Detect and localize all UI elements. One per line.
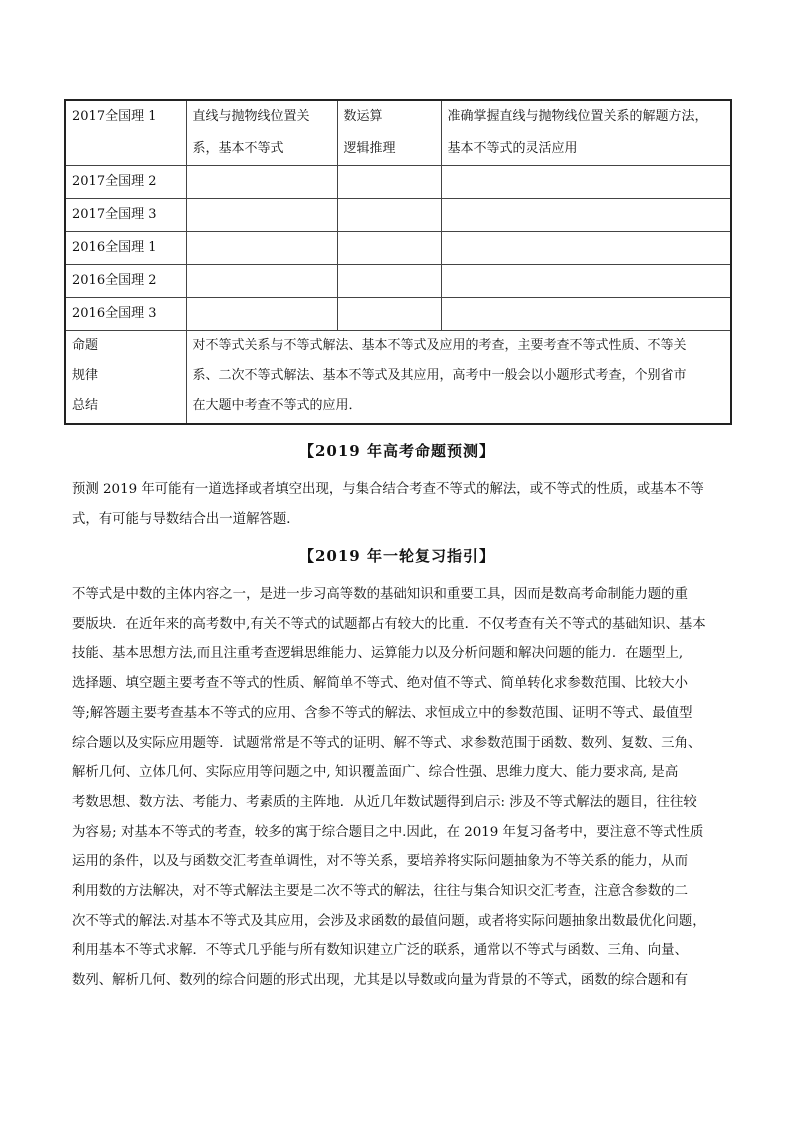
guide-paragraph: 不等式是中数的主体内容之一，是进一步习高等数的基础知识和重要工具，因而是数高考命制能力题的重 要版块．在近年来的高考数中,有关不等式的试题都占有较大的比重．不仅考查有关不等式的基础知识、基本 技能、基本思想方法,而且注重考查逻辑思维能力、运算能力以及分析问题和解决问题的能力．在题型上, 选择题、填空题主要考查不等式的性质、解简单不等式、绝对值不等式、简单转化求参数范围、比较大小 等;解答题主要考查基本不等式的应用、含参不等式的解法、求恒成立中的参数范围、证明不等式、最值型 综合题以及实际应用题等．试题常常是不等式的证明、解不等式、求参数范围于函数、数列、复数、三角、 解析几何、立体几何、实际应用等问题之中, 知识覆盖面广、综合性强、思维力度大、能力要求高, 是高 考数思想、数方法、考能力、考素质的主阵地．从近几年数试题得到启示: 涉及不等式解法的题目，往往较 为容易; 对基本不等式的考查，较多的寓于综合题目之中.因此，在 2019 年复习备考中，要注意不等式性质 运用的条件，以及与函数交汇考查单调性，对不等关系，要培养将实际问题抽象为不等关系的能力，从而 利用数的方法解决，对不等式解法主要是二次不等式的解法，往往与集合知识交汇考查，注意含参数的二 次不等式的解法.对基本不等式及其应用，会涉及求函数的最值问题，或者将实际问题抽象出数最优化问题， 利用基本不等式求解．不等式几乎能与所有数知识建立广泛的联系，通常以不等式与函数、三角、向量、 数列、解析几何、数列的综合问题的形式出现，尤其是以导数或向量为背景的不等式，函数的综合题和有 [72,587,706,989]
guide-heading: 【2019 年一轮复习指引】 [299,547,495,565]
summary-label-cell: 命题 规律 总结 [65,331,186,425]
summary-row [65,331,731,425]
year-cell: 2017全国理 1 [65,100,186,166]
prediction-paragraph: 预测 2019 年可能有一道选择或者填空出现，与集合结合考查不等式的解法，或不等式的性质，或基本不等 式，有可能与导数结合出一道解答题． [72,482,704,527]
year-cell: 2016全国理 2 [65,265,186,298]
note-cell: 准确掌握直线与抛物线位置关系的解题方法， 基本不等式的灵活应用 [441,100,731,166]
table-row [65,298,731,331]
year-cell: 2016全国理 1 [65,232,186,265]
content-cell: 直线与抛物线位置关 系，基本不等式 [186,100,337,166]
table-row [65,199,731,232]
table-row [65,166,731,199]
table-row [65,265,731,298]
table-row [65,232,731,265]
exam-analysis-table [64,99,732,425]
year-cell: 2017全国理 3 [65,199,186,232]
year-cell: 2017全国理 2 [65,166,186,199]
summary-text-cell: 对不等式关系与不等式解法、基本不等式及应用的考查，主要考查不等式性质、不等关 系、二次不等式解法、基本不等式及其应用，高考中一般会以小题形式考查，个别省市 在大题中考查不等式的应用． [186,331,731,425]
prediction-heading: 【2019 年高考命题预测】 [299,442,495,460]
year-cell: 2016全国理 3 [65,298,186,331]
ability-cell: 数运算 逻辑推理 [337,100,441,166]
table-row [65,100,731,166]
